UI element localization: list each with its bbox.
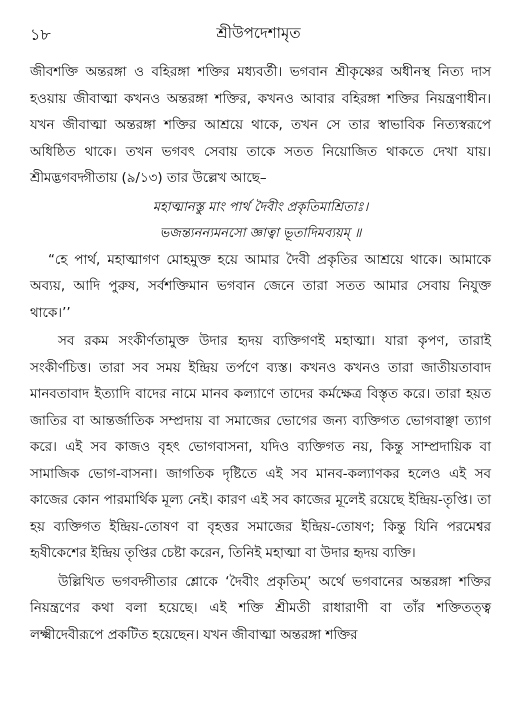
verse-translation: “হে পার্থ, মহাত্মাগণ মোহমুক্ত হয়ে আমার দৈবী প্রকৃতির আশ্রয়ে থাকে। আমাকে অব্যয়, আদি পুরুষ, সর্বশক্তিমান ভগবান জেনে তারা সতত আমার সেবায় নিযুক্ত থাকে।’’: [30, 252, 491, 321]
paragraph-3: উল্লিখিত ভগবদ্গীতার শ্লোকে ‘দৈবীং প্রকৃতিম্’ অর্থে ভগবানের অন্তরঙ্গা শক্তির নিয়ন্ত্রণের কথা বলা হয়েছে। এই শক্তি শ্রীমতী রাধারাণী বা তাঁর শক্তিতত্ত্ব লক্ষ্মীদেবীরূপে প্রকটিত হয়েছেন। যখন জীবাত্মা অন্তরঙ্গা শক্তির: [30, 574, 491, 643]
verse-line-1: মহাত্মানস্তু মাং পার্থ দৈবীং প্রকৃতিমাশ্রিতাঃ।: [152, 199, 369, 215]
verse-line-2: ভজন্ত্যনন্যমনসো জ্ঞাত্বা ভূতাদিমব্যয়ম্ ॥: [159, 226, 362, 241]
paragraph-1: জীবশক্তি অন্তরঙ্গা ও বহিরঙ্গা শক্তির মধ্যবর্তী। ভগবান শ্রীকৃষ্ণের অধীনস্থ নিত্য দাস হওয়ায় জীবাত্মা কখনও অন্তরঙ্গা শক্তির, কখনও আবার বহিরঙ্গা শক্তির নিয়ন্ত্রণাধীন। যখন জীবাত্মা অন্তরঙ্গা শক্তির আশ্রয়ে থাকে, তখন সে তার স্বাভাবিক নিত্যস্বরূপে অধিষ্ঠিত থাকে। তখন ভগবৎ সেবায় তাকে সতত নিয়োজিত থাকতে দেখা যায়। শ্রীমদ্ভগবদ্গীতায় (৯/১৩) তার উল্লেখ আছে–: [30, 65, 491, 186]
running-header-title: শ্রীউপদেশামৃত: [216, 24, 301, 42]
page-body: [30, 60, 491, 649]
page-number: ১৮: [30, 25, 51, 44]
paragraph-2: সব রকম সংকীর্ণতামুক্ত উদার হৃদয় ব্যক্তিগণই মহাত্মা। যারা কৃপণ, তারাই সংকীর্ণচিত্ত। তারা সব সময় ইন্দ্রিয় তর্পণে ব্যস্ত। কখনও কখনও তারা জাতীয়তাবাদ মানবতাবাদ ইত্যাদি বাদের নামে মানব কল্যাণে তাদের কর্মক্ষেত্র বিস্তৃত করে। তারা হয়ত জাতির বা আন্তর্জাতিক সম্প্রদায় বা সমাজের ভোগের জন্য ব্যক্তিগত ভোগবাঞ্ছা ত্যাগ করে। এই সব কাজও বৃহৎ ভোগবাসনা, যদিও ব্যক্তিগত নয়, কিন্তু সাম্প্রদায়িক বা সামাজিক ভোগ-বাসনা। জাগতিক দৃষ্টিতে এই সব মানব-কল্যাণকর হলেও এই সব কাজের কোন পারমার্থিক মূল্য নেই। কারণ এই সব কাজের মূলেই রয়েছে ইন্দ্রিয়-তৃপ্তি। তা হয় ব্যক্তিগত ইন্দ্রিয়-তোষণ বা বৃহত্তর সমাজের ইন্দ্রিয়-তোষণ; কিন্তু যিনি পরমেশ্বর হৃষীকেশের ইন্দ্রিয় তৃপ্তির চেষ্টা করেন, তিনিই মহাত্মা বা উদার হৃদয় ব্যক্তি।: [30, 334, 491, 561]
